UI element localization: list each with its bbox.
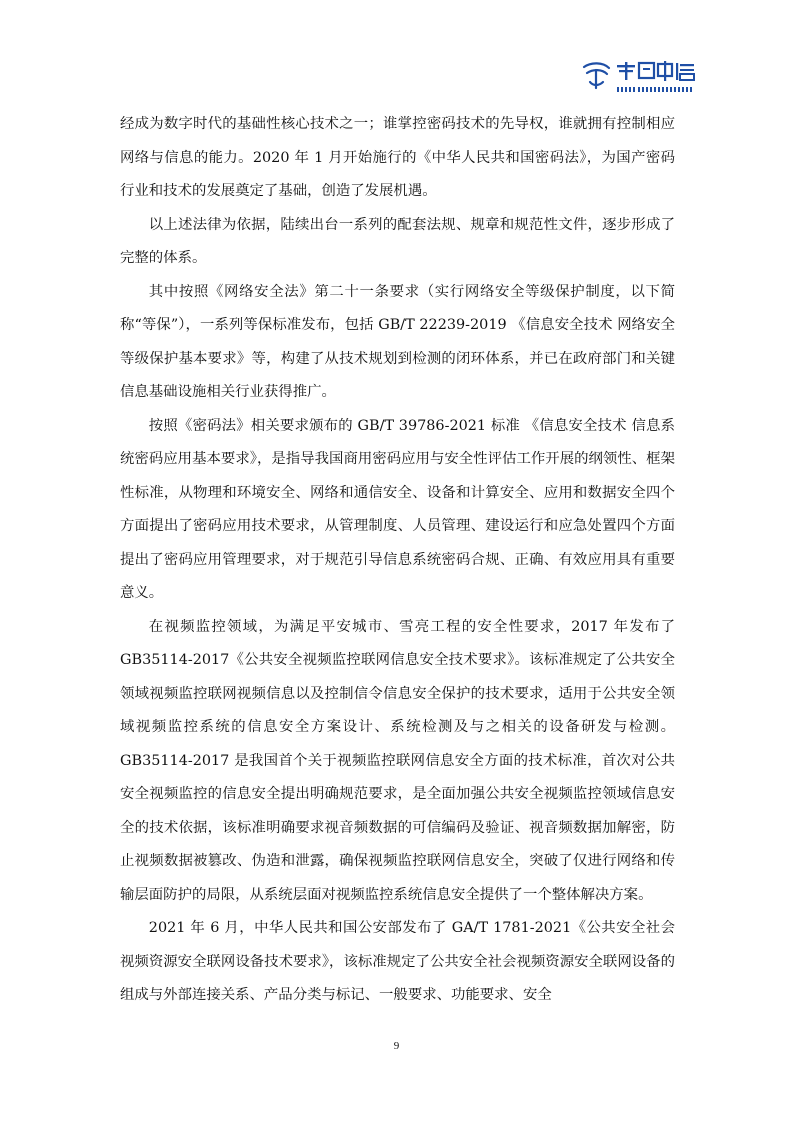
paragraph-cryptography-law: 按照《密码法》相关要求颁布的 GB/T 39786-2021 标准 《信息安全技术 信息系统密码应用基本要求》，是指导我国商用密码应用与安全性评估工作开展的纲领性、框架性标准，从物理和环境安全、网络和通信安全、设备和计算安全、应用和数据安全四个方面提出了密码应用技术要求，从管理制度、人员管理、建设运行和应急处置四个方面提出了密码应用管理要求，对于规范引导信息系统密码合规、正确、有效应用具有重要意义。	[120, 417, 675, 601]
paragraph-public-security-standard: 2021 年 6 月，中华人民共和国公安部发布了 GA/T 1781-2021《公共安全社会视频资源安全联网设备技术要求》，该标准规定了公共安全社会视频资源安全联网设备的组成与外部连接关系、产品分类与标记、一般要求、功能要求、安全	[120, 920, 675, 1003]
page-number: 9	[393, 1040, 400, 1052]
document-body	[120, 108, 675, 1013]
china-telecom-logo	[581, 58, 701, 96]
paragraph-continuation: 经成为数字时代的基础性核心技术之一；谁掌控密码技术的先导权，谁就拥有控制相应网络与信息的能力。2020 年 1 月开始施行的《中华人民共和国密码法》，为国产密码行业和技术的发展奠定了基础，创造了发展机遇。	[120, 116, 675, 199]
paragraph-network-security-law: 其中按照《网络安全法》第二十一条要求（实行网络安全等级保护制度，以下简称“等保”），一系列等保标准发布，包括 GB/T 22239-2019 《信息安全技术 网络安全等级保护基本要求》等，构建了从技术规划到检测的闭环体系，并已在政府部门和关键信息基础设施相关行业获得推广。	[120, 283, 675, 400]
paragraph-legal-framework: 以上述法律为依据，陆续出台一系列的配套法规、规章和规范性文件，逐步形成了完整的体系。	[120, 216, 675, 266]
paragraph-video-surveillance: 在视频监控领域，为满足平安城市、雪亮工程的安全性要求，2017 年发布了 GB35114-2017《公共安全视频监控联网信息安全技术要求》。该标准规定了公共安全领域视频监控联网视频信息以及控制信令信息安全保护的技术要求，适用于公共安全领域视频监控系统的信息安全方案设计、系统检测及与之相关的设备研发与检测。GB35114-2017 是我国首个关于视频监控联网信息安全方面的技术标准，首次对公共安全视频监控的信息安全提出明确规范要求，是全面加强公共安全视频监控领域信息安全的技术依据，该标准明确要求视音频数据的可信编码及验证、视音频数据加解密，防止视频数据被篡改、伪造和泄露，确保视频监控联网信息安全，突破了仅进行网络和传输层面防护的局限，从系统层面对视频监控系统信息安全提供了一个整体解决方案。	[120, 618, 675, 903]
china-telecom-logo-icon	[581, 58, 701, 96]
